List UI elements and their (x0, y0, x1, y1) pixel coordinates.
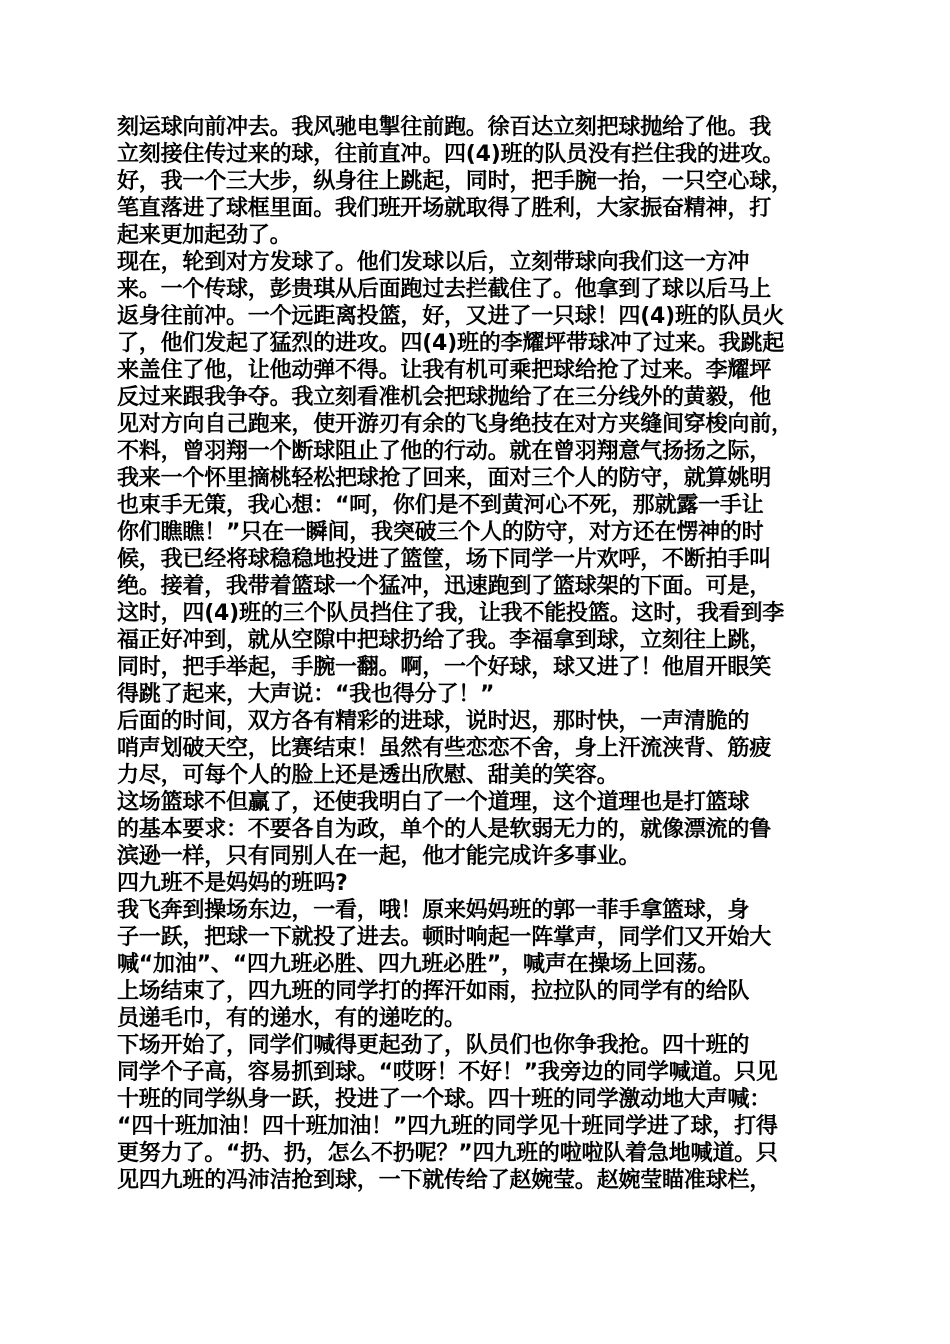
text-line: 我飞奔到操场东边，一看，哦！原来妈妈班的郭一菲手拿篮球，身 (117, 898, 750, 923)
text-line: 起来更加起劲了。 (117, 223, 292, 248)
text-line: 现在，轮到对方发球了。他们发球以后，立刻带球向我们这一方冲 (117, 250, 750, 275)
text-line: 得跳了起来，大声说：“我也得分了！” (117, 682, 495, 707)
text-line: 下场开始了，同学们喊得更起劲了，队员们也你争我抢。四十班的 (117, 1033, 750, 1058)
text-line: 返身往前冲。一个远距离投篮，好，又进了一只球！四(4)班的队员火 (117, 304, 785, 329)
text-line: 笔直落进了球框里面。我们班开场就取得了胜利，大家振奋精神，打 (117, 196, 772, 221)
text-line: 滨逊一样，只有同别人在一起，他才能完成许多事业。 (117, 844, 641, 869)
text-line: 也束手无策，我心想：“呵，你们是不到黄河心不死，那就露一手让 (117, 493, 764, 518)
text-line: 了，他们发起了猛烈的进攻。四(4)班的李耀坪带球冲了过来。我跳起 (117, 331, 785, 356)
text-line: 来。一个传球，彭贵琪从后面跑过去拦截住了。他拿到了球以后马上 (117, 277, 772, 302)
text-line: 子一跃，把球一下就投了进去。顿时响起一阵掌声，同学们又开始大 (117, 925, 772, 950)
text-line: 后面的时间，双方各有精彩的进球，说时迟，那时快，一声清脆的 (117, 709, 750, 734)
text-line: 你们瞧瞧！”只在一瞬间，我突破三个人的防守，对方还在愣神的时 (117, 520, 764, 545)
text-line: 哨声划破天空，比赛结束！虽然有些恋恋不舍，身上汗流浃背、筋疲 (117, 736, 772, 761)
text-line: 上场结束了，四九班的同学打的挥汗如雨，拉拉队的同学有的给队 (117, 979, 750, 1004)
text-line: 刻运球向前冲去。我风驰电掣往前跑。徐百达立刻把球抛给了他。我 (117, 115, 772, 140)
text-line: 的基本要求：不要各自为政，单个的人是软弱无力的，就像漂流的鲁 (117, 817, 772, 842)
body-text (117, 114, 857, 1194)
text-line: 同时，把手举起，手腕一翻。啊，一个好球，球又进了！他眉开眼笑 (117, 655, 772, 680)
text-line: 候，我已经将球稳稳地投进了篮筐，场下同学一片欢呼，不断拍手叫 (117, 547, 772, 572)
text-line: 力尽，可每个人的脸上还是透出欣慰、甜美的笑容。 (117, 763, 619, 788)
text-line: 同学个子高，容易抓到球。“哎呀！不好！”我旁边的同学喊道。只见 (117, 1060, 778, 1085)
text-line: 福正好冲到，就从空隙中把球扔给了我。李福拿到球，立刻往上跳， (117, 628, 772, 653)
text-line: 不料，曾羽翔一个断球阻止了他的行动。就在曾羽翔意气扬扬之际， (117, 439, 772, 464)
text-line: 我来一个怀里摘桃轻松把球抢了回来，面对三个人的防守，就算姚明 (117, 466, 772, 491)
text-line: 见对方向自己跑来，使开游刃有余的飞身绝技在对方夹缝间穿梭向前， (117, 412, 793, 437)
text-line: 绝。接着，我带着篮球一个猛冲，迅速跑到了篮球架的下面。可是， (117, 574, 772, 599)
text-line: 四九班不是妈妈的班吗? (117, 871, 348, 896)
text-line: 员递毛巾，有的递水，有的递吃的。 (117, 1006, 466, 1031)
text-line: 反过来跟我争夺。我立刻看准机会把球抛给了在三分线外的黄毅，他 (117, 385, 772, 410)
text-line: 立刻接住传过来的球，往前直冲。四(4)班的队员没有拦住我的进攻。 (117, 142, 785, 167)
text-line: “四十班加油！四十班加油！”四九班的同学见十班同学进了球，打得 (117, 1114, 778, 1139)
text-line: 这场篮球不但赢了，还使我明白了一个道理，这个道理也是打篮球 (117, 790, 750, 815)
text-line: 来盖住了他，让他动弹不得。让我有机可乘把球给抢了过来。李耀坪 (117, 358, 772, 383)
text-line: 更努力了。“扔、扔，怎么不扔呢？”四九班的啦啦队着急地喊道。只 (117, 1141, 778, 1166)
text-line: 好，我一个三大步，纵身往上跳起，同时，把手腕一抬，一只空心球， (117, 169, 793, 194)
text-line: 这时，四(4)班的三个队员挡住了我，让我不能投篮。这时，我看到李 (117, 601, 785, 626)
text-line: 十班的同学纵身一跃，投进了一个球。四十班的同学激动地大声喊： (117, 1087, 772, 1112)
text-line: 喊“加油”、“四九班必胜、四九班必胜”，喊声在操场上回荡。 (117, 952, 720, 977)
text-line: 见四九班的冯沛洁抢到球，一下就传给了赵婉莹。赵婉莹瞄准球栏， (117, 1168, 772, 1193)
